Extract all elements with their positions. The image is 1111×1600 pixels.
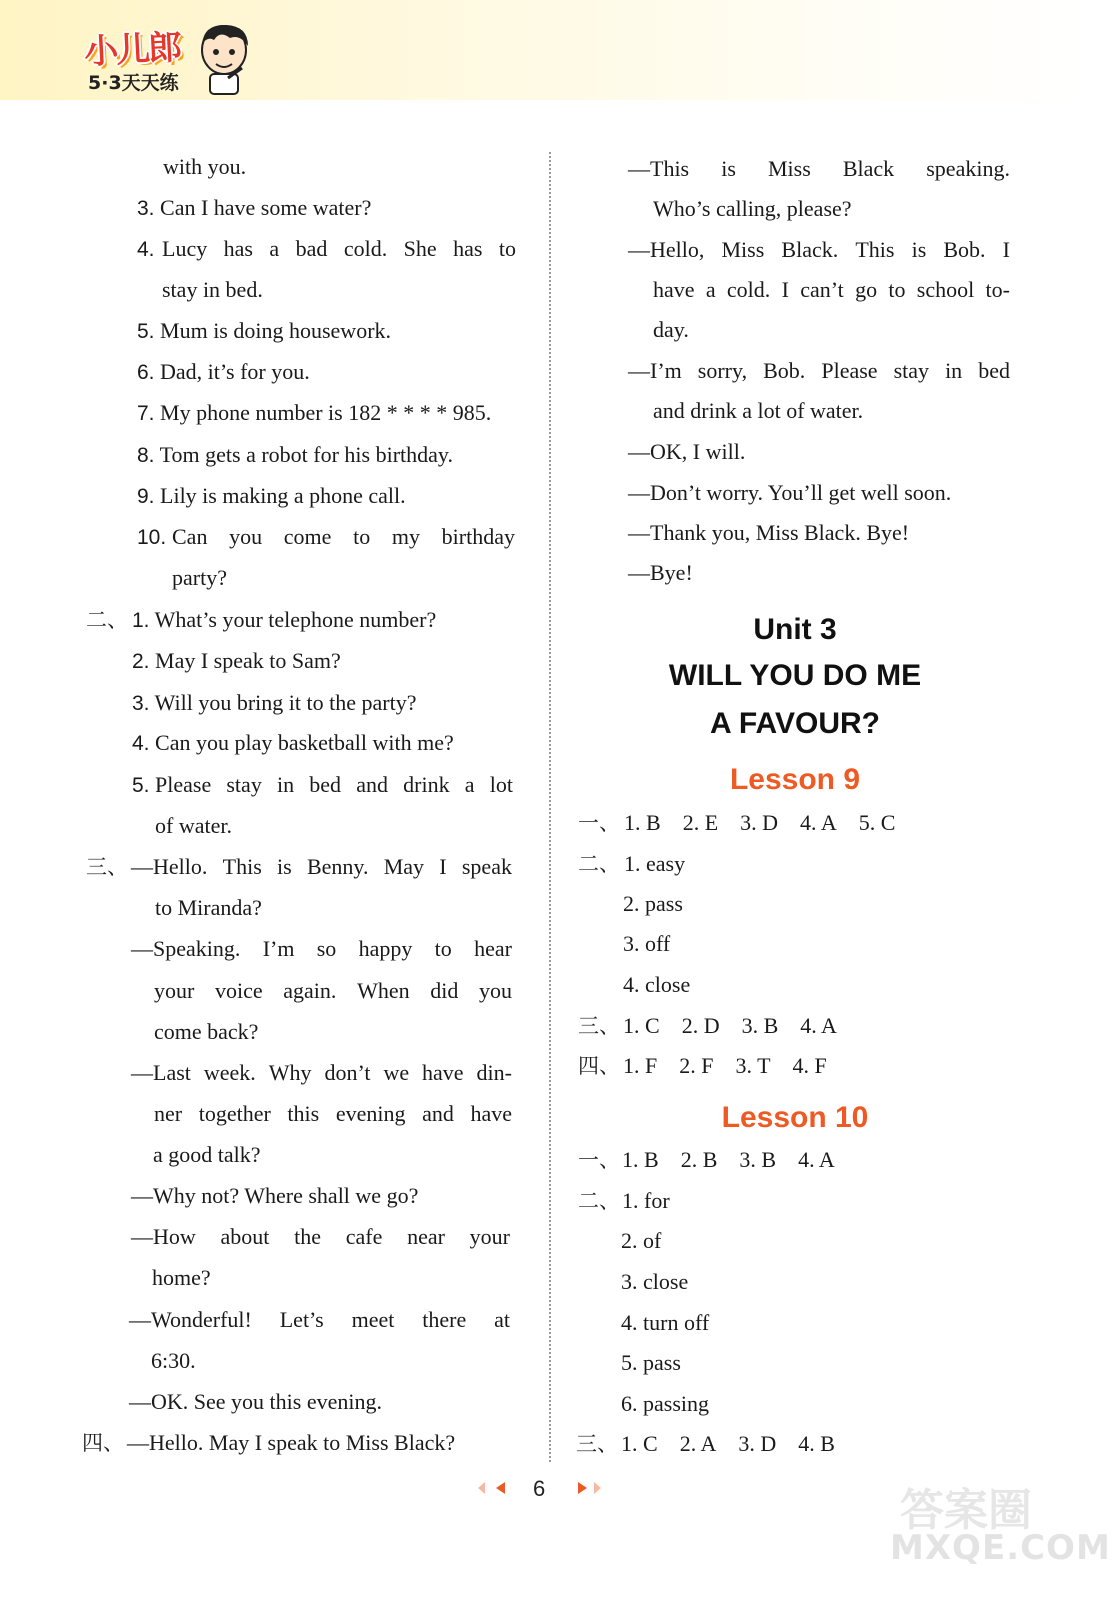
prev-arrow-icon [478,1482,485,1494]
section-mark: 一、 [578,1148,620,1172]
answer-line: 9. Lily is making a phone call. [137,483,406,508]
logo-title: 小儿郎 [83,27,182,73]
answer-line: 3. Can I have some water? [137,195,372,220]
answer-line: 6:30. [151,1348,196,1373]
next-arrow-icon [594,1482,601,1494]
section-mark: 四、 [578,1054,620,1078]
logo-subtitle: 5·3天天练 [88,72,179,94]
answer-line: —Don’t worry. You’ll get well soon. [628,480,952,505]
unit-subtitle-line-1: WILL YOU DO ME [668,659,922,692]
answer-line: party? [172,565,227,590]
answer-line: 3. Will you bring it to the party? [132,690,417,715]
answer-line: 8. Tom gets a robot for his birthday. [137,442,453,467]
answer-line: 7. My phone number is 182 * * * * 985. [137,400,492,425]
answer-line: 4. [137,238,155,261]
answer-line: come back? [154,1019,259,1044]
answer-line: to Miranda? [155,895,262,920]
section-mark: 三、 [576,1432,618,1456]
answer-line-justified: have a cold. I can’t go to school to- [653,277,1010,302]
page-navigation [470,1476,620,1506]
brand-logo [82,22,272,102]
page-number: 6 [533,1476,546,1501]
watermark-url: MXQE.COM [890,1528,1111,1568]
answer-key-row: 1. B 2. B 3. B 4. A [622,1147,835,1172]
answer-line-justified: —Speaking. I’m so happy to hear [131,936,512,961]
section-mark: 二、 [578,852,620,876]
answer-line: 4. Can you play basketball with me? [132,730,454,755]
answer-line: Who’s calling, please? [653,196,852,221]
answer-line-justified: —Hello, Miss Black. This is Bob. I [628,237,1010,262]
section-mark: 四、 [82,1431,124,1455]
answer-key-row: 1. C 2. A 3. D 4. B [621,1431,835,1456]
answer-line: 10. [137,526,167,549]
lesson-10-title: Lesson 10 [721,1101,869,1134]
answer-line: —OK. See you this evening. [129,1389,382,1414]
answer-line: —Why not? Where shall we go? [131,1183,419,1208]
answer-line: of water. [155,813,232,838]
unit-title: Unit 3 [753,613,837,646]
answer-line: 4. turn off [621,1310,710,1335]
answer-line: —Bye! [628,560,693,585]
answer-line-justified: ner together this evening and have [154,1101,512,1126]
section-mark: 二、 [578,1189,620,1213]
answer-line: and drink a lot of water. [653,398,864,423]
answer-line: 2. pass [623,891,683,916]
answer-line: 5. pass [621,1350,681,1375]
answer-line: stay in bed. [162,277,263,302]
watermark-title: 答案圈 [900,1485,1032,1536]
answer-key-row: 1. C 2. D 3. B 4. A [623,1013,837,1038]
answer-line: 3. off [623,931,671,956]
column-divider [549,152,551,1462]
section-mark: 一、 [578,811,620,835]
answer-line: —Thank you, Miss Black. Bye! [628,520,910,545]
answer-line: a good talk? [153,1142,261,1167]
answer-line: 5. [132,774,150,797]
answer-line: 1. What’s your telephone number? [132,607,437,632]
answer-line-justified: your voice again. When did you [154,978,512,1003]
next-arrow-icon [578,1482,587,1494]
answer-line: 4. close [623,972,691,997]
lesson-9-title: Lesson 9 [729,763,861,796]
answer-line-justified: Can you come to my birthday [172,524,515,549]
section-mark: 三、 [578,1014,620,1038]
answer-line-justified: Lucy has a bad cold. She has to [162,236,516,261]
answer-line-justified: —I’m sorry, Bob. Please stay in bed [628,358,1010,383]
answer-key-row: 1. F 2. F 3. T 4. F [623,1053,827,1078]
answer-line: —Hello. May I speak to Miss Black? [127,1430,456,1455]
answer-line-justified: —Hello. This is Benny. May I speak [131,854,512,879]
section-mark: 二、 [86,608,128,632]
answer-line-justified: —Last week. Why don’t we have din- [131,1060,512,1085]
answer-line: home? [152,1265,211,1290]
answer-line: 6. passing [621,1391,709,1416]
answer-line-justified: —This is Miss Black speaking. [628,156,1010,181]
answer-line: 5. Mum is doing housework. [137,318,392,343]
answer-line: 3. close [621,1269,689,1294]
prev-arrow-icon [496,1482,505,1494]
answer-line: 1. easy [624,851,686,876]
answer-line: with you. [163,154,247,179]
answer-line-justified: —Wonderful! Let’s meet there at [129,1307,510,1332]
answer-line: 6. Dad, it’s for you. [137,359,310,384]
answer-line: —OK, I will. [628,439,746,464]
answer-key-row: 1. B 2. E 3. D 4. A 5. C [624,810,896,835]
mascot-icon [194,22,256,96]
answer-line: 1. for [622,1188,670,1213]
answer-line: day. [653,317,689,342]
answer-line-justified: —How about the cafe near your [131,1224,510,1249]
answer-line-justified: Please stay in bed and drink a lot [155,772,513,797]
watermark [890,1470,1111,1590]
section-mark: 三、 [86,855,128,879]
unit-subtitle-line-2: A FAVOUR? [710,707,880,740]
answer-line: 2. May I speak to Sam? [132,648,341,673]
answer-line: 2. of [621,1228,662,1253]
